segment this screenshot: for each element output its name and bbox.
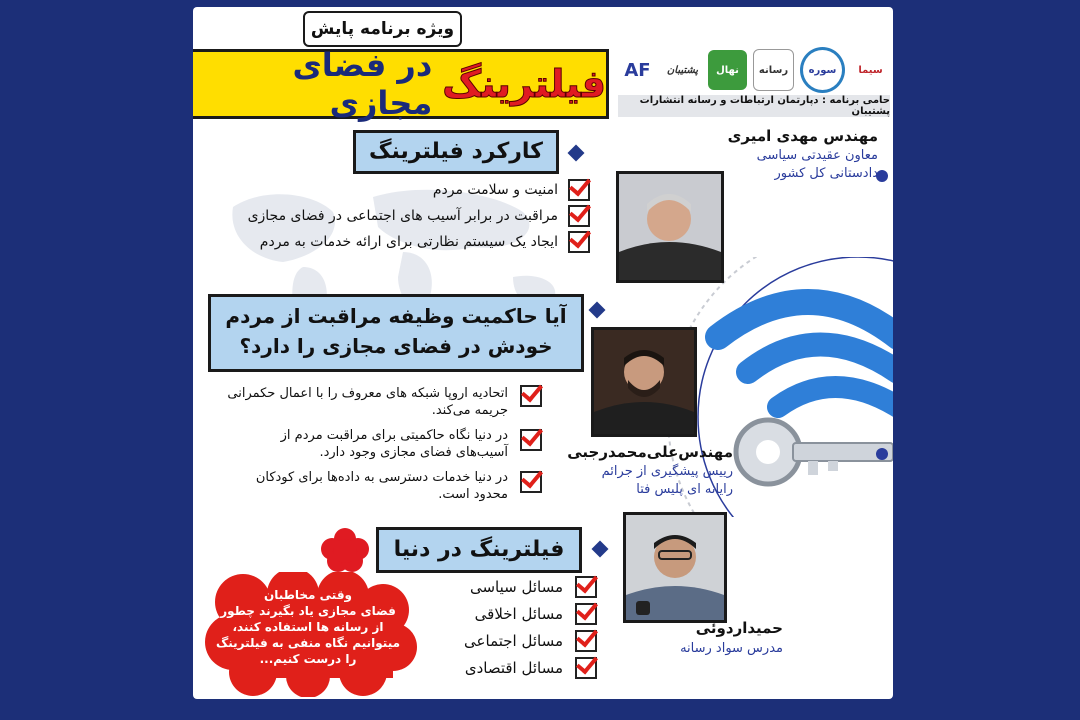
- list-item: مسائل اجتماعی: [464, 632, 563, 650]
- program-tag: ویژه برنامه پایش: [303, 11, 462, 47]
- speaker-role: معاون عقیدتی سیاسی دادستانی کل کشور: [756, 148, 878, 181]
- section2-heading-line2: خودش در فضای مجازی را دارد؟: [239, 334, 553, 358]
- speaker-name: حمیداردوئی: [695, 619, 783, 637]
- diamond-bullet-icon: [568, 145, 585, 162]
- speaker-name: مهندس مهدی امیری: [727, 127, 878, 145]
- check-icon: [568, 231, 590, 253]
- key-icon: [736, 420, 893, 484]
- infographic-card: [193, 7, 893, 699]
- seda-sima-logo: سیما: [858, 64, 883, 76]
- list-item: امنیت و سلامت مردم: [432, 182, 558, 198]
- flower-shape: [320, 527, 370, 573]
- sponsor-logos: [618, 45, 890, 95]
- af-logo: AF: [624, 59, 651, 81]
- diamond-bullet-icon: [592, 541, 609, 558]
- list-item: مسائل اخلاقی: [474, 605, 563, 623]
- section3-heading: فیلترینگ در دنیا: [376, 527, 582, 573]
- speaker-photo: [616, 171, 724, 283]
- speaker-role: رییس پیشگیری از جرائم رایانه ای پلیس فتا: [601, 464, 733, 497]
- list-item: ایجاد یک سیستم نظارتی برای ارائه خدمات به مردم: [259, 234, 558, 250]
- cloud-quote: وقتی مخاطبان فضای مجازی یاد بگیرند چطور از رسانه ها استفاده کنند، میتوانیم نگاه منفی به فیلترینگ را درست کنیم...: [215, 588, 401, 666]
- media-logo: رسانه: [753, 49, 794, 91]
- speaker-photo: [623, 512, 727, 623]
- check-icon: [575, 657, 597, 679]
- list-item: مسائل سیاسی: [469, 578, 563, 596]
- title-blue: در فضای مجازی: [292, 46, 433, 122]
- sponsor-line: حامی برنامه : دپارتمان ارتباطات و رسانه انتشارات پشتیبان: [618, 95, 890, 117]
- list-item: در دنیا خدمات دسترسی به داده‌ها برای کودکان محدود است.: [255, 470, 508, 502]
- list-item: مسائل اقتصادی: [464, 659, 563, 677]
- circle-node: [876, 448, 888, 460]
- speaker-role: مدرس سواد رسانه: [680, 641, 783, 656]
- check-icon: [575, 603, 597, 625]
- list-item: مراقبت در برابر آسیب های اجتماعی در فضای مجازی: [247, 208, 558, 224]
- tree-logo: نهال: [708, 50, 747, 90]
- speaker-photo: [591, 327, 697, 437]
- list-item: اتحادیه اروپا شبکه های معروف را با اعمال حکمرانی جریمه می‌کند.: [227, 386, 508, 418]
- check-icon: [575, 630, 597, 652]
- section2-heading-line1: آیا حاکمیت وظیفه مراقبت از مردم: [225, 304, 567, 328]
- speaker-name: مهندس‌علی‌محمد‌رجبی: [567, 443, 733, 461]
- section2-heading: [208, 294, 584, 372]
- check-icon: [568, 179, 590, 201]
- soore-logo: سوره: [800, 47, 845, 93]
- poshtiban-logo: پشتیبان: [666, 64, 699, 76]
- check-icon: [575, 576, 597, 598]
- check-icon: [568, 205, 590, 227]
- section1-heading: کارکرد فیلترینگ: [353, 130, 559, 174]
- title-red: فیلترینگ: [442, 62, 606, 106]
- list-item: در دنیا نگاه حاکمیتی برای مراقبت مردم از آسیب‌های فضای مجازی وجود دارد.: [280, 428, 508, 460]
- check-icon: [520, 385, 542, 407]
- main-title: [193, 46, 609, 122]
